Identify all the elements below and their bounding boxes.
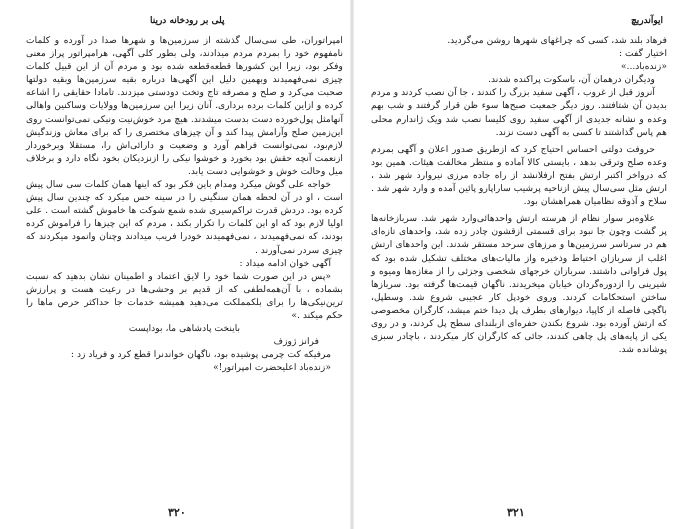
page-number-right: ۳۲۱	[507, 506, 525, 519]
paragraph: اختیار گفت :	[619, 48, 667, 60]
left-page-body	[26, 34, 343, 374]
page-number-left: ۳۲۰	[168, 506, 186, 519]
paragraph: علاوه‌بر سوار نظام از هرسته ارتش واحدهائی‌وارد شهر شد. سربازخانه‌ها پر گشت وچون جا نبود برای قسمتی ازقشون چادر زده شد، واحدهای تازه‌ای هم در سرتاسر سرزمین‌ها و مرزهای سرحد مستقر شدند. این واحدهای ارتش اغلب از سربازان احتیاط وذخیره واز مالیات‌های مختلف تشکیل شده بود که پول فراوانی داشتند. سربازان خرجهای شخصی وجزئی را از مغازه‌ها ومیوه و شیرینی را ازدوره‌گردان خیابان میخریدند. ناگهان قیمت‌ها گرفته بود. سربازها ساختن استحکامات کردند. وروی خودپل کار عجیبی شروع شد. وسطپل، باگچی فاصله از کاپیا، دیوارهای بطرف پل دیدا ختم میشد، کارگران مخصوصی که ارتش آورده بود. شروع بکندن حفره‌ای ازبلندای سطح پل کردند، و در روی یکی از پایه‌های پل چاهی کندند، جائی که کارگران کار میکردند ، باچادر سبزی پوشانده شد.	[371, 213, 667, 356]
running-head-left: پلی بر رودخانه درینا	[150, 16, 225, 26]
paragraph: وديگران درهمان آن، باسکوت پراکنده شدند.	[488, 74, 655, 86]
signature-line	[26, 335, 343, 348]
paragraph: «زنده‌باد...»	[620, 61, 667, 73]
paragraph: مرفیکه کت چرمی پوشیده بود، ناگهان خواندنرا قطع کرد و فریاد زد :	[70, 349, 331, 361]
paragraph: امپراتوران، طی سی‌سال گذشته از سرزمین‌ها و شهرها صدا در آورده و کلمات نامفهوم خود را بمردم مردم میدادند، ولی بطور کلی آگهی، هرامپراتور پراز معنی وفکر بود، زیرا این کشورها قطعه‌قطعه شده بود و مردم آن از این قبیل کلمات چیزی نمی‌فهمیدند وبهمین دلیل این آگهی‌ها درباره بقیه سرزمین‌ها وبقیه دولتها صحبت می‌کرد و صلح و مصرفه تاج وتخت دودستی میزدند. تامادا حقایقی را اشاعه کرده و ازاین کلمات برده برداری. آنان زیرا این سرزمین‌ها وولایات وساکنین واهالی آنهامثل پول‌خورده دست بدست میشدند. هیچ مرد خوش‌نیت ونیکی نمی‌توانست روی این‌زمین صلح وآرامش پیدا کند و آن چیزهای مختصری را که برای معاش وزندگیش لازم‌بود، نمی‌توانست فراهم آورد و وضعیت و دارائی‌اش را، مستقلا وبرخوردار ازنعمت آنچه حقش بود بخورد و خوشوا نیکی را ازنزدیکان بخود نگاه دارد و برخلاف میل وحالت خوش و خوشوایی دست یابد.	[25, 35, 343, 177]
paragraph: فرهاد بلند شد، کسی که چراغهای شهرها روشن می‌گردید.	[447, 35, 667, 46]
right-page	[357, 0, 693, 529]
signature-name: فرانز ژوزف	[273, 336, 319, 348]
paragraph: «پس در این صورت شما خود را لایق اعتماد و اطمینان نشان بدهید که نسبت بشماده ، با آن‌همه‌لطفی که از قدیم بر وحشی‌ها در رعیت هست و پرارزش ترین‌نیکی‌ها را برای بلکمملکت می‌دهید همیشه خدمات جا حداکثر حرص ماها را حکم میکند .»	[26, 270, 343, 321]
paragraph: «زنده‌باد اعلیحضرت امپراتور!»	[213, 362, 331, 374]
right-page-body	[371, 34, 667, 356]
running-head-right: ایوآندریچ	[630, 16, 663, 26]
paragraph: باینخت پادشاهی ما، بوداپست	[128, 323, 241, 335]
paragraph: آنروز قبل از غروب ، آگهی سفید بزرگ را کندند ، جا آن نصب کردند و مردم بدیدن آن شتافتند. روز دیگر جمعیت صبح‌ها سوء ظن قرار گرفتند و شب بهم وعده و نشانه جدیدی از آگهی سفید روی کلیسا نصب شد ویک ژاندارم محلی هم پاس گذاشتند تا کسی به آگهی دست نزند.	[371, 87, 667, 138]
paragraph: خواجه علی گوش میکرد ومدام باین فکر بود که اینها همان کلمات سی سال پیش است ، او در آن لحظه همان سنگینی را در سینه حس میکرد که چندین سال پیش کرده بود. دردش قدرت تراکم‌سیری شده شمع شوکت ها خاموش گشته است . علی اولیا لازم بود که او این کلمات را تکرار بکند ، مردم که این چیزها را فراموش کرده بودند، که نمی‌فهمیدند ، نمی‌فهمیدند خودرا فریب میدادند وچنان وانمود میکردند که چیزی سردر نمی‌آورند .	[26, 179, 343, 256]
paragraph: حروفت دولتی احساس احتیاج کرد که ازطریق صدور اعلان و آگهی بمردم وعده صلح وترقی بدهد ، بایستی کالا آماده و منتظر مخالفت هیئات. همین بود که درواخر اکتبر ارتش بفتح ارفلانشد از راه جاده مرزی نیروارد شهر شد ، ارتش مثل سی‌سال پیش ازناحیه پرشیب ساراپارو پائین آمده و وارد شهر شد . سلاح و آذوقه نظامیان همراهشان بود.	[371, 143, 667, 208]
paragraph: آگهی خوان ادامه میداد :	[239, 257, 331, 269]
